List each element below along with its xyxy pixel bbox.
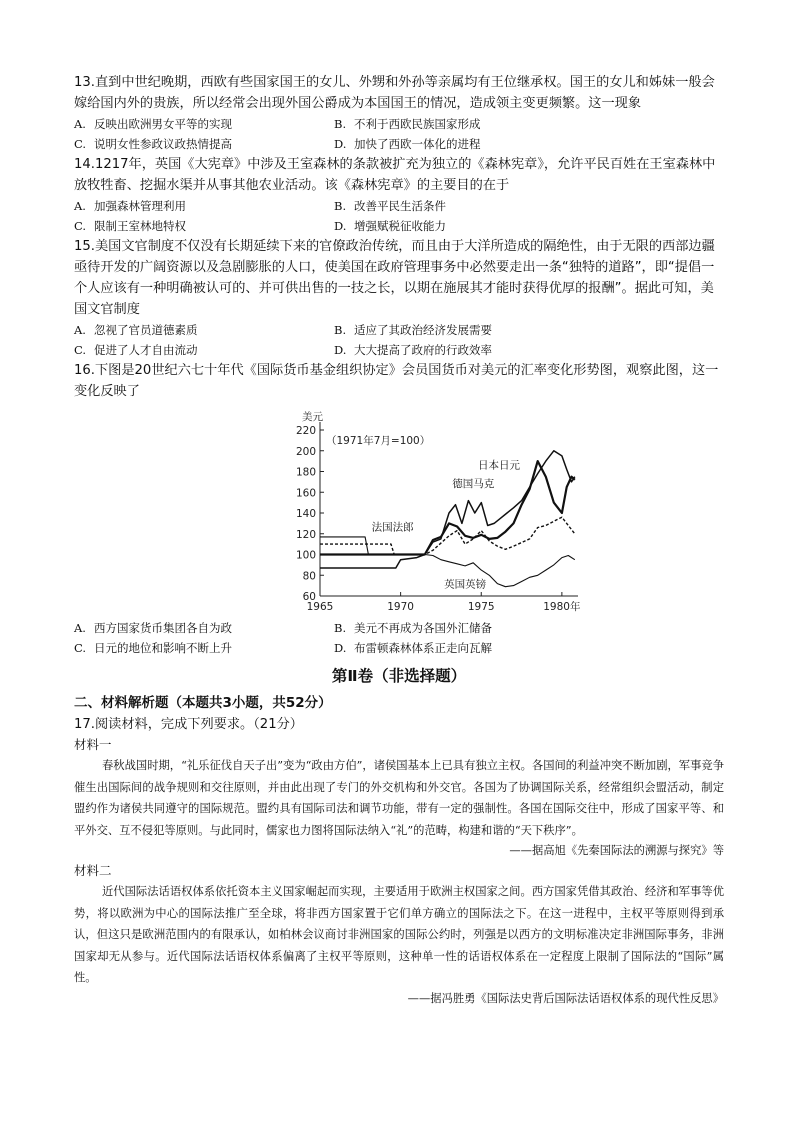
q13-stem: 13.直到中世纪晚期，西欧有些国家国王的女儿、外甥和外孙等亲属均有王位继承权。国王的女儿和姊妹一般会嫁给国内外的贵族，所以经常会出现外国公爵成为本国国王的情况，造成领主变更频繁。这一现象 xyxy=(74,75,715,111)
y-tick-label: 80 xyxy=(302,570,316,583)
material-2-source: ——据冯胜勇《国际法史背后国际法话语权体系的现代性反思》 xyxy=(407,991,724,1005)
q15-option-b[interactable]: B. 适应了其政治经济发展需要 xyxy=(334,323,492,337)
q14-options xyxy=(74,196,724,236)
chart-note: （1971年7月=100） xyxy=(326,435,431,447)
part2-title: 二、材料解析题（本题共3小题，共52分） xyxy=(74,695,332,711)
exchange-rate-chart xyxy=(286,408,586,616)
y-tick-label: 100 xyxy=(295,549,316,562)
exchange-rate-chart-svg xyxy=(286,408,586,616)
exam-page xyxy=(74,72,724,1009)
q16-option-b[interactable]: B. 美元不再成为各国外汇储备 xyxy=(334,621,492,635)
section-title: 第Ⅱ卷（非选择题） xyxy=(331,667,467,685)
material-2-text: 近代国际法话语权体系依托资本主义国家崛起而实现，主要适用于欧洲主权国家之间。西方国家凭借其政治、经济和军事等优势，将以欧洲为中心的国际法推广至全球，将非西方国家置于它们单方确立的国际法之下。在这一进程中，主权平等原则得到承认，但这只是欧洲范围内的有限承认，如柏林会议商讨非洲国家的国际公约时，列强是以西方的文明标准决定非洲国际事务，非洲国家却无从参与。近代国际法话语权体系偏离了主权平等原则，这种单一性的话语权体系在一定程度上限制了国际法的“国际”属性。 xyxy=(74,885,724,984)
q14-option-a[interactable]: A. 加强森林管理利用 xyxy=(74,199,186,213)
series-label-1: 德国马克 xyxy=(452,478,495,491)
x-tick-label: 1980年 xyxy=(543,601,581,613)
q16-options xyxy=(74,618,724,658)
q13-option-a[interactable]: A. 反映出欧洲男女平等的实现 xyxy=(74,117,232,131)
q13-option-c[interactable]: C. 说明女性参政议政热情提高 xyxy=(74,137,232,151)
y-tick-label: 60 xyxy=(302,591,316,603)
material-1-source: ——据高旭《先秦国际法的溯源与探究》等 xyxy=(509,844,724,857)
q15-option-d[interactable]: D. 大大提高了政府的行政效率 xyxy=(334,343,492,357)
x-tick-label: 1970 xyxy=(387,601,414,613)
material-1-label: 材料一 xyxy=(74,737,112,752)
q14-stem: 14.1217年，英国《大宪章》中涉及王室森林的条款被扩充为独立的《森林宪章》，允许平民百姓在王室森林中放牧牲畜、挖掘水渠并从事其他农业活动。该《森林宪章》的主要目的在于 xyxy=(74,157,716,193)
q14-option-d[interactable]: D. 增强赋税征收能力 xyxy=(334,219,446,233)
q15-options xyxy=(74,320,724,360)
material-2-label: 材料二 xyxy=(74,863,112,878)
y-tick-label: 180 xyxy=(295,466,316,479)
q17-stem: 17.阅读材料，完成下列要求。（21分） xyxy=(74,717,303,732)
q16-option-d[interactable]: D. 布雷顿森林体系正走向瓦解 xyxy=(334,641,492,655)
x-tick-label: 1965 xyxy=(306,601,334,613)
y-tick-label: 160 xyxy=(295,487,316,500)
q13-option-b[interactable]: B. 不利于西欧民族国家形成 xyxy=(334,117,481,131)
series-line-2 xyxy=(320,517,575,554)
y-tick-label: 200 xyxy=(295,445,316,458)
series-label-0: 日本日元 xyxy=(478,459,521,472)
q15-option-c[interactable]: C. 促进了人才自由流动 xyxy=(74,343,198,357)
q16-stem: 16.下图是20世纪六七十年代《国际货币基金组织协定》会员国货币对美元的汇率变化形势图，观察此图，这一变化反映了 xyxy=(74,363,719,399)
y-axis-label: 美元 xyxy=(302,411,323,423)
q14-option-b[interactable]: B. 改善平民生活条件 xyxy=(334,199,446,213)
x-tick-label: 1975 xyxy=(467,601,495,613)
material-1-text: 春秋战国时期，“礼乐征伐自天子出”变为“政由方伯”，诸侯国基本上已具有独立主权。各国间的利益冲突不断加剧，军事竞争催生出国际间的战争规则和交往原则，并由此出现了专门的外交机构和外交官。各国为了协调国际关系，经常组织会盟活动，制定盟约作为诸侯共同遵守的国际规范。盟约具有国际司法和调节功能，带有一定的强制性。各国在国际交往中，形成了国家平等、和平外交、互不侵犯等原则。与此同时，儒家也力图将国际法纳入“礼”的范畴，构建和谐的“天下秩序”。 xyxy=(74,759,724,837)
y-tick-label: 140 xyxy=(295,508,316,520)
series-label-3: 英国英镑 xyxy=(444,578,487,591)
q16-option-a[interactable]: A. 西方国家货币集团各自为政 xyxy=(74,621,232,635)
q13-options xyxy=(74,114,724,154)
series-label-2: 法国法郎 xyxy=(371,521,414,534)
q14-option-c[interactable]: C. 限制王室林地特权 xyxy=(74,219,186,233)
q15-stem: 15.美国文官制度不仅没有长期延续下来的官僚政治传统，而且由于大洋所造成的隔绝性，由于无限的西部边疆亟待开发的广阔资源以及急剧膨胀的人口，使美国在政府管理事务中必然要走出一条“独特的道路”，即“提倡一个人应该有一种明确被认可的、并可供出售的一技之长，以期在施展其才能时获得优厚的报酬”。据此可知，美国文官制度 xyxy=(74,239,715,317)
y-tick-label: 220 xyxy=(295,425,316,437)
y-tick-label: 120 xyxy=(295,528,316,541)
q13-option-d[interactable]: D. 加快了西欧一体化的进程 xyxy=(334,137,481,151)
q16-option-c[interactable]: C. 日元的地位和影响不断上升 xyxy=(74,641,232,655)
q15-option-a[interactable]: A. 忽视了官员道德素质 xyxy=(74,323,198,337)
